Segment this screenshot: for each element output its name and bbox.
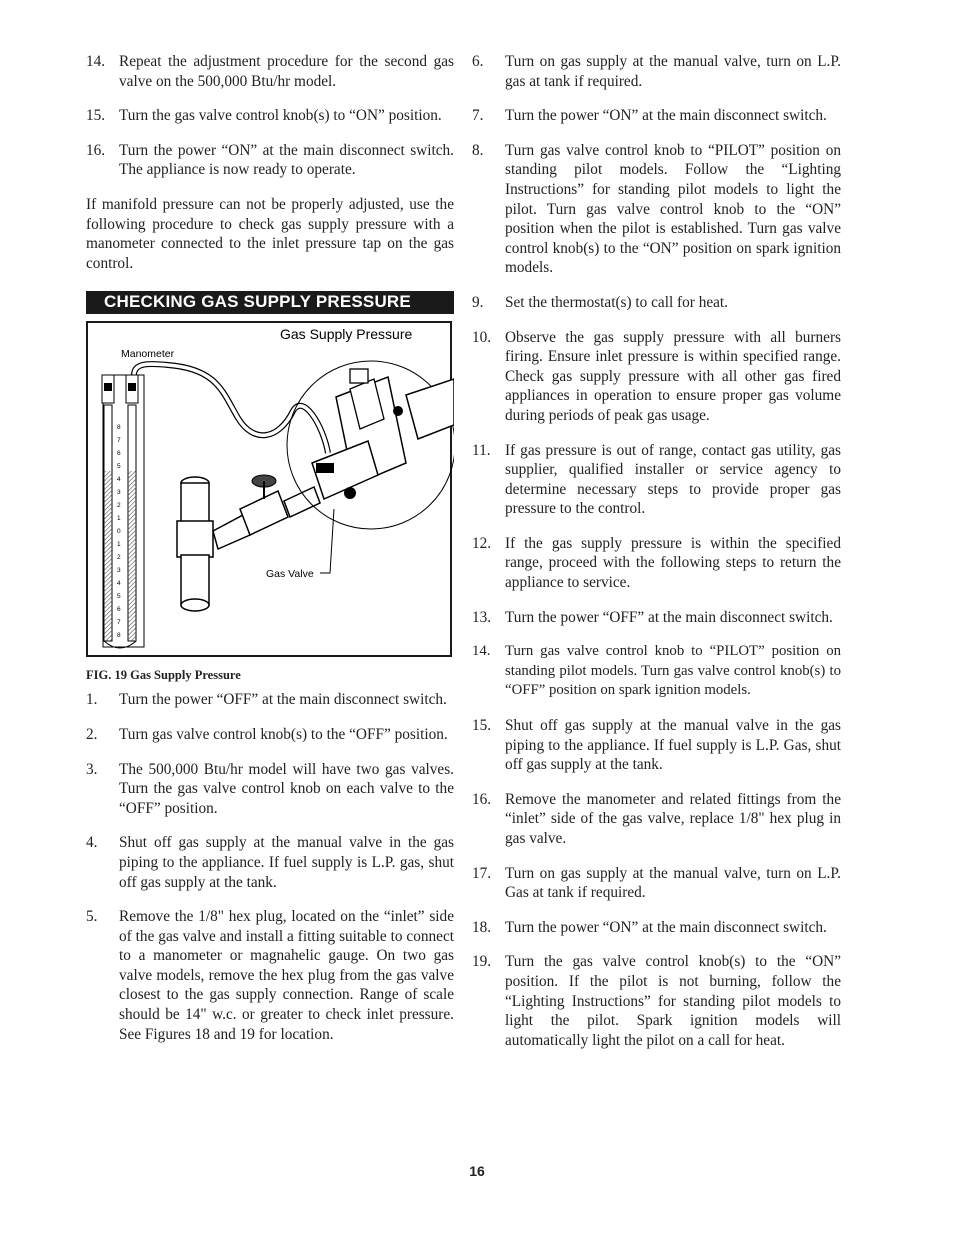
item-text: If the gas supply pressure is within the specified range, proceed with the following steps to return the appliance to service. [505, 534, 841, 592]
item-text: Turn gas valve control knob to “PILOT” position on standing pilot models. Turn gas valve control knob(s) to “OFF” position on spark ignition models. [505, 643, 841, 699]
item-text: Remove the 1/8" hex plug, located on the “inlet” side of the gas valve and install a fitting suitable to connect to a manometer or magnahelic gauge. On two gas valve models, remove the hex plug from the gas valve closest to the gas supply connection. Range of scale should be 14" w.c. or greater to check inlet pressure. See Figures 18 and 19 for location. [119, 908, 454, 1043]
gas-supply-figure [86, 321, 452, 657]
page-number: 16 [469, 1163, 485, 1179]
item-text: Observe the gas supply pressure with all burners firing. Ensure inlet pressure is within specified range. Check gas supply pressure with all other gas fired appliances in operation to ensure proper gas volume during periods of peak gas usage. [505, 328, 841, 424]
item-number: 5. [86, 908, 98, 926]
item-text: Turn the power “ON” at the main disconnect switch. [505, 918, 827, 936]
list-item [472, 328, 841, 426]
figure-caption: FIG. 19 Gas Supply Pressure [86, 668, 241, 683]
svg-text:1: 1 [117, 515, 121, 523]
item-number: 3. [86, 760, 98, 778]
list-item [86, 833, 454, 892]
list-item [86, 907, 454, 1044]
item-text: Turn gas valve control knob(s) to the “OFF” position. [119, 725, 448, 743]
item-text: Turn the power “OFF” at the main disconnect switch. [119, 691, 447, 709]
list-item [472, 642, 841, 701]
list-item [86, 690, 454, 710]
item-number: 14. [472, 643, 491, 660]
list-item [472, 534, 841, 593]
svg-text:5: 5 [117, 463, 121, 471]
svg-text:4: 4 [117, 476, 121, 484]
item-text: Remove the manometer and related fittings from the “inlet” side of the gas valve, replace 1/8" hex plug in gas valve. [505, 790, 841, 847]
list-item [86, 52, 454, 91]
svg-text:8: 8 [117, 424, 121, 432]
list-item [472, 141, 841, 278]
item-number: 10. [472, 328, 492, 346]
list-item [472, 608, 841, 628]
item-text: Repeat the adjustment procedure for the second gas valve on the 500,000 Btu/hr model. [119, 53, 454, 90]
list-item [472, 106, 841, 126]
figure-title: Gas Supply Pressure [280, 326, 413, 343]
item-text: Turn on gas supply at the manual valve, turn on L.P. Gas at tank if required. [505, 864, 841, 902]
svg-text:5: 5 [117, 593, 121, 601]
item-number: 13. [472, 608, 492, 626]
svg-text:1: 1 [117, 541, 121, 549]
list-item [472, 716, 841, 775]
right-column [472, 52, 841, 1065]
item-number: 15. [86, 107, 106, 125]
svg-text:2: 2 [117, 502, 121, 510]
item-number: 15. [472, 717, 492, 735]
list-item [472, 952, 841, 1050]
list-item [472, 790, 841, 849]
item-text: Turn the power “ON” at the main disconnect switch. [505, 107, 827, 125]
svg-text:6: 6 [117, 606, 121, 614]
list-item [86, 106, 454, 126]
list-item [472, 52, 841, 91]
item-number: 12. [472, 534, 492, 552]
item-number: 4. [86, 834, 98, 852]
svg-text:3: 3 [117, 489, 121, 497]
item-text: Turn the power “OFF” at the main disconnect switch. [505, 608, 833, 626]
item-number: 7. [472, 107, 484, 125]
section-heading: CHECKING GAS SUPPLY PRESSURE [86, 291, 454, 314]
manifold-paragraph: If manifold pressure can not be properly adjusted, use the following procedure to check gas supply pressure with a manometer connected to the inlet pressure tap on the gas control. [86, 195, 454, 272]
svg-text:6: 6 [117, 450, 121, 458]
svg-text:7: 7 [117, 437, 121, 445]
item-text: The 500,000 Btu/hr model will have two gas valves. Turn the gas valve control knob on each valve to the “OFF” position. [119, 760, 454, 817]
item-number: 19. [472, 953, 492, 971]
item-number: 8. [472, 141, 484, 159]
item-text: If gas pressure is out of range, contact gas utility, gas supplier, qualified installer or service agency to determine necessary steps to provide proper gas pressure to the control. [505, 441, 841, 518]
svg-text:3: 3 [117, 567, 121, 575]
item-text: Turn the power “ON” at the main disconnect switch. The appliance is now ready to operate. [119, 141, 454, 179]
list-item [472, 864, 841, 903]
manometer-label: Manometer [121, 348, 175, 361]
list-item [472, 441, 841, 519]
item-number: 17. [472, 864, 492, 882]
gas-valve-label: Gas Valve [266, 568, 314, 581]
item-number: 1. [86, 691, 98, 709]
item-number: 2. [86, 725, 98, 743]
svg-text:0: 0 [117, 528, 121, 536]
left-column [86, 52, 454, 1059]
item-number: 6. [472, 53, 484, 70]
svg-text:4: 4 [117, 580, 121, 588]
list-item [86, 725, 454, 745]
item-text: Turn on gas supply at the manual valve, turn on L.P. gas at tank if required. [505, 53, 841, 90]
item-text: Shut off gas supply at the manual valve in the gas piping to the appliance. If fuel supply is L.P. gas, shut off gas supply at the tank. [119, 834, 454, 891]
item-text: Turn the gas valve control knob(s) to “ON” position. [119, 107, 442, 125]
svg-text:8: 8 [117, 632, 121, 640]
item-text: Turn gas valve control knob to “PILOT” position on standing pilot models. Follow the “Lighting Instructions” for standing pilot models to light the pilot. Turn gas valve control knob to the “ON” position when the pilot is established. Turn gas valve control knob(s) to the “ON” position on spark ignition models. [505, 141, 841, 277]
list-item [472, 293, 841, 313]
list-item [86, 141, 454, 180]
list-item [86, 760, 454, 819]
manometer-scale [117, 424, 121, 639]
item-number: 16. [86, 141, 106, 159]
item-number: 14. [86, 53, 106, 70]
item-text: Turn the gas valve control knob(s) to the “ON” position. If the pilot is not burning, follow the “Lighting Instructions” for standing pilot models to light the pilot. Spark ignition models will automatically light the pilot on a call for heat. [505, 953, 841, 1049]
item-text: Set the thermostat(s) to call for heat. [505, 293, 729, 311]
svg-text:7: 7 [117, 619, 121, 627]
item-number: 18. [472, 918, 492, 936]
list-item [472, 918, 841, 938]
gas-supply-diagram [88, 323, 454, 659]
item-number: 16. [472, 790, 492, 808]
item-text: Shut off gas supply at the manual valve in the gas piping to the appliance. If fuel supply is L.P. Gas, shut off gas supply at the tank. [505, 717, 841, 774]
item-number: 11. [472, 441, 491, 459]
svg-text:2: 2 [117, 554, 121, 562]
item-number: 9. [472, 293, 484, 311]
